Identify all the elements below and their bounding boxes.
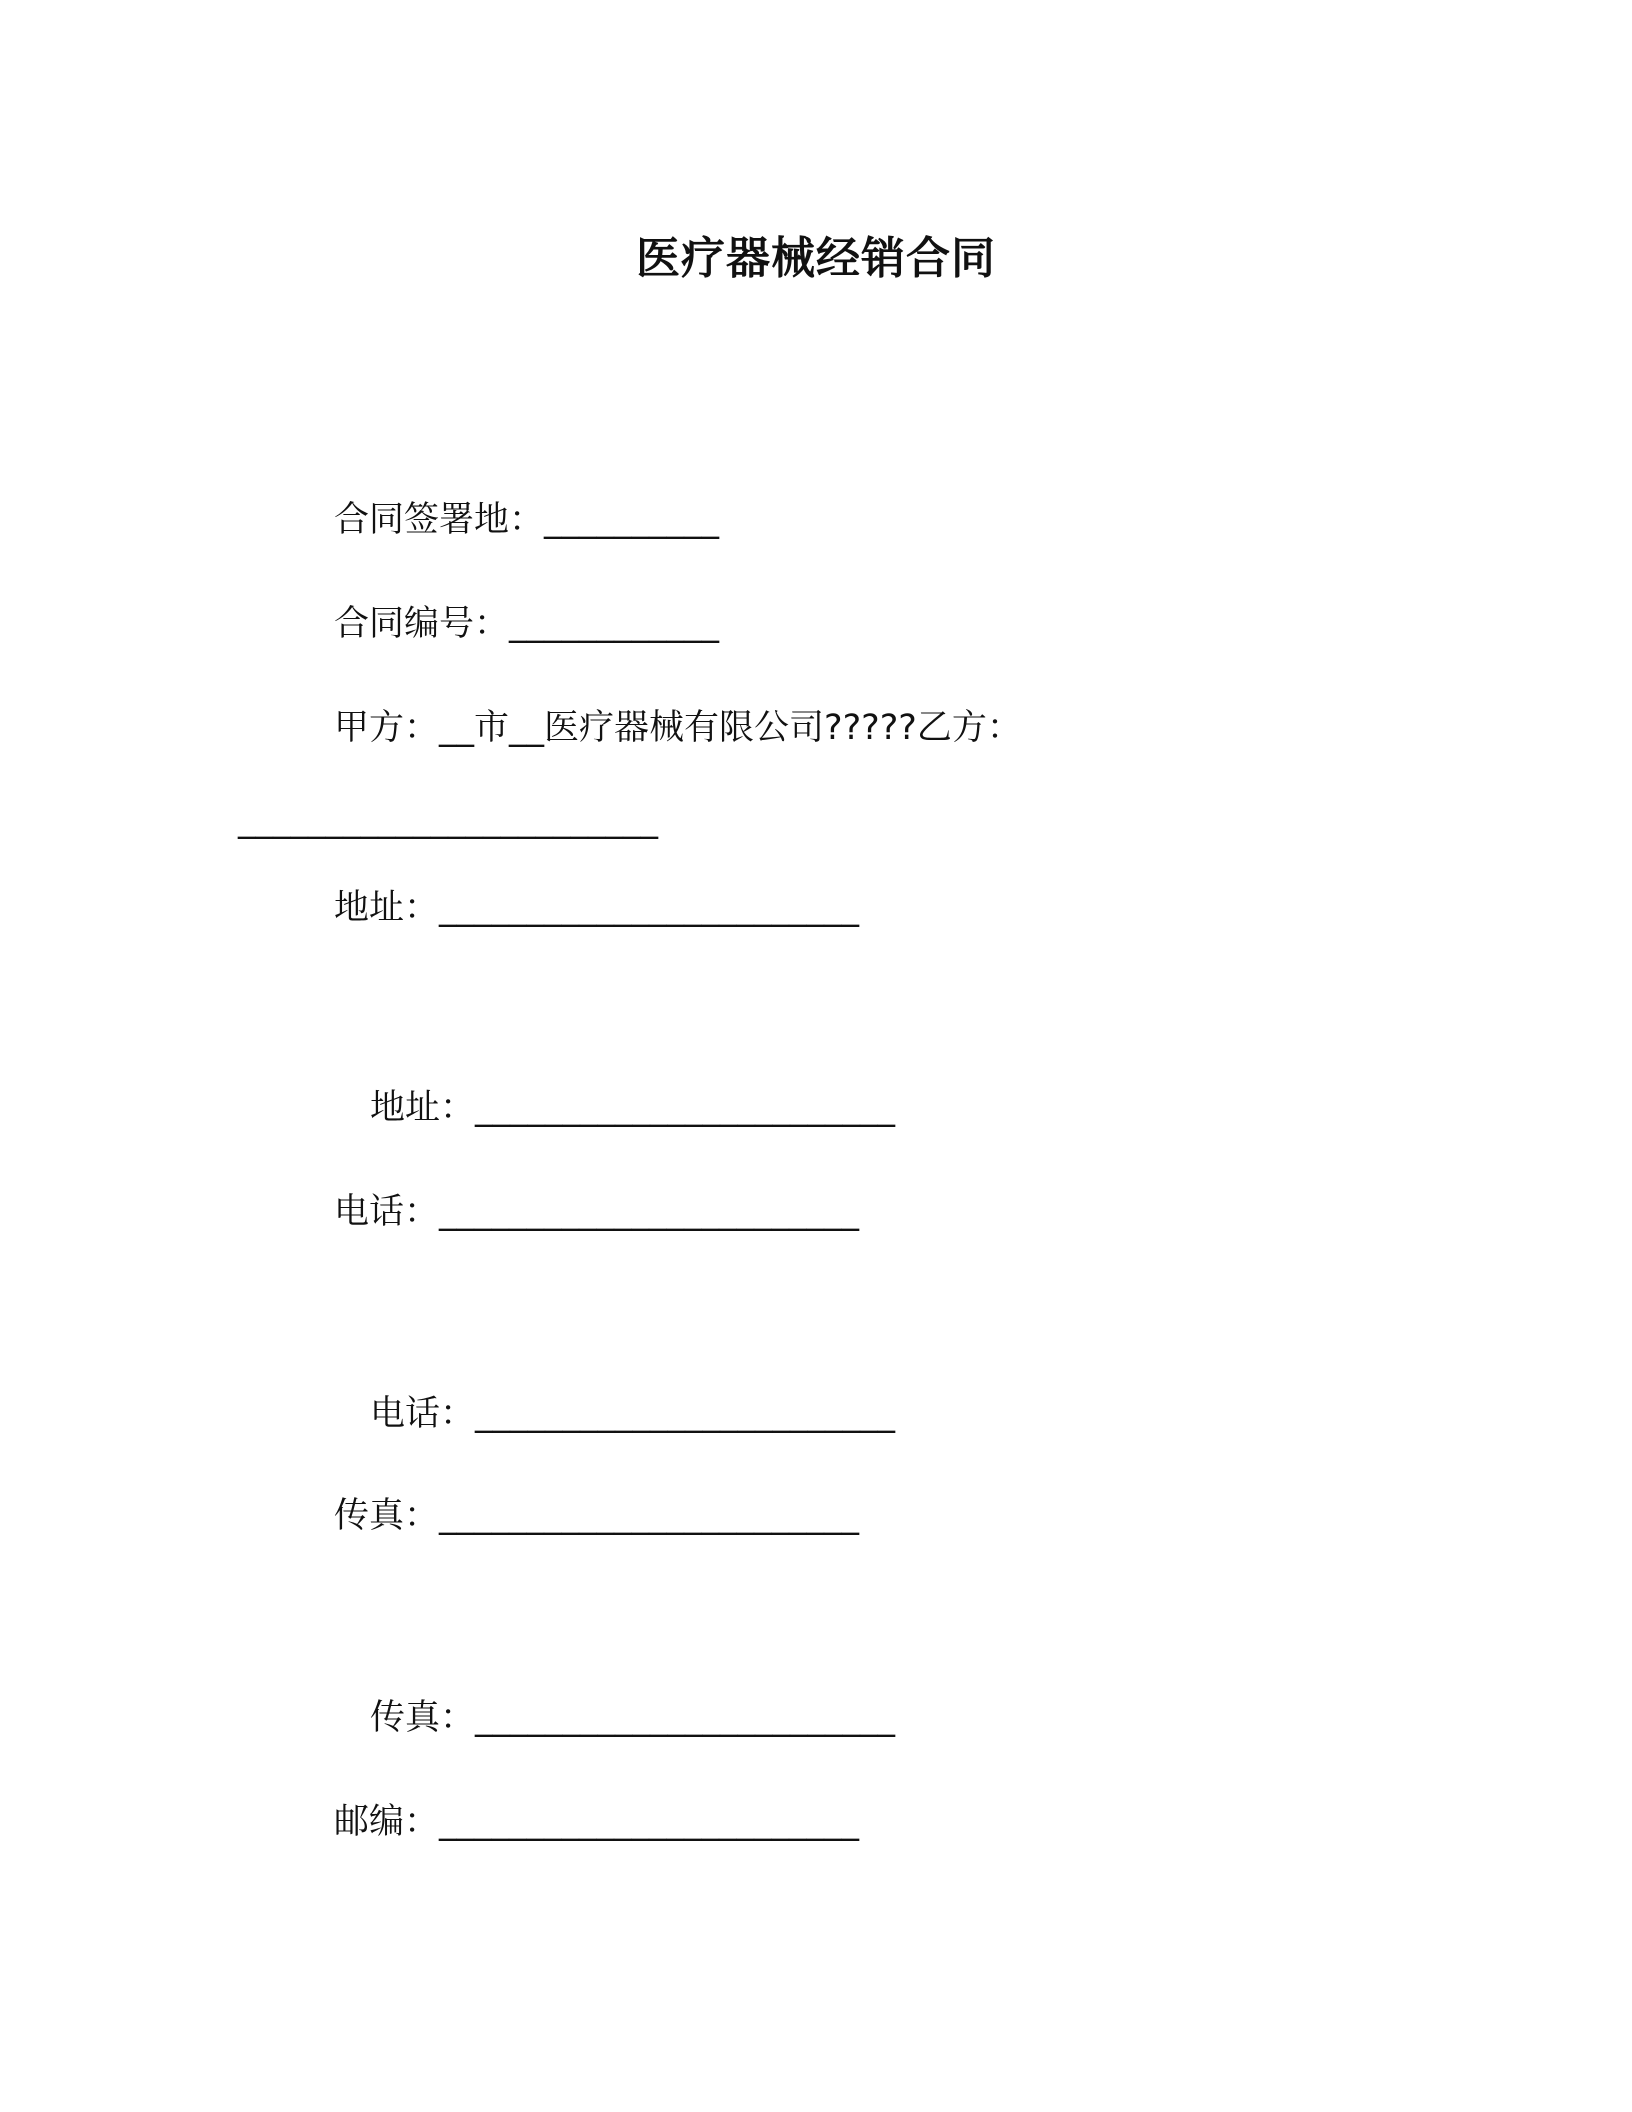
party-a-b-text: 甲方：__市__医疗器械有限公司?????乙方： (334, 708, 1022, 748)
fax-a-text: 传真：________________________ (334, 1496, 860, 1536)
contract-number-line (334, 602, 719, 646)
phone-line-a (334, 1190, 859, 1234)
contract-number-text: 合同编号：____________ (334, 604, 720, 644)
postcode-text: 邮编：________________________ (334, 1802, 860, 1842)
phone-line-b (370, 1392, 895, 1436)
party-a-b-line (334, 706, 1022, 750)
address-a-text: 地址：________________________ (334, 888, 860, 928)
fax-b-text: 传真：________________________ (370, 1698, 896, 1738)
address-line-b (370, 1086, 895, 1130)
contract-title: 医疗器械经销合同 (636, 233, 996, 284)
phone-a-text: 电话：________________________ (334, 1192, 860, 1232)
postcode-line (334, 1800, 859, 1844)
phone-b-text: 电话：________________________ (370, 1394, 896, 1434)
signing-place-text: 合同签署地：__________ (334, 500, 720, 540)
fax-line-b (370, 1696, 895, 1740)
party-b-blank-line (238, 798, 658, 842)
fax-line-a (334, 1494, 859, 1538)
signing-place-line (334, 498, 719, 542)
address-b-text: 地址：________________________ (370, 1088, 896, 1128)
address-line-a (334, 886, 859, 930)
party-b-blank-text: ________________________ (238, 800, 658, 840)
